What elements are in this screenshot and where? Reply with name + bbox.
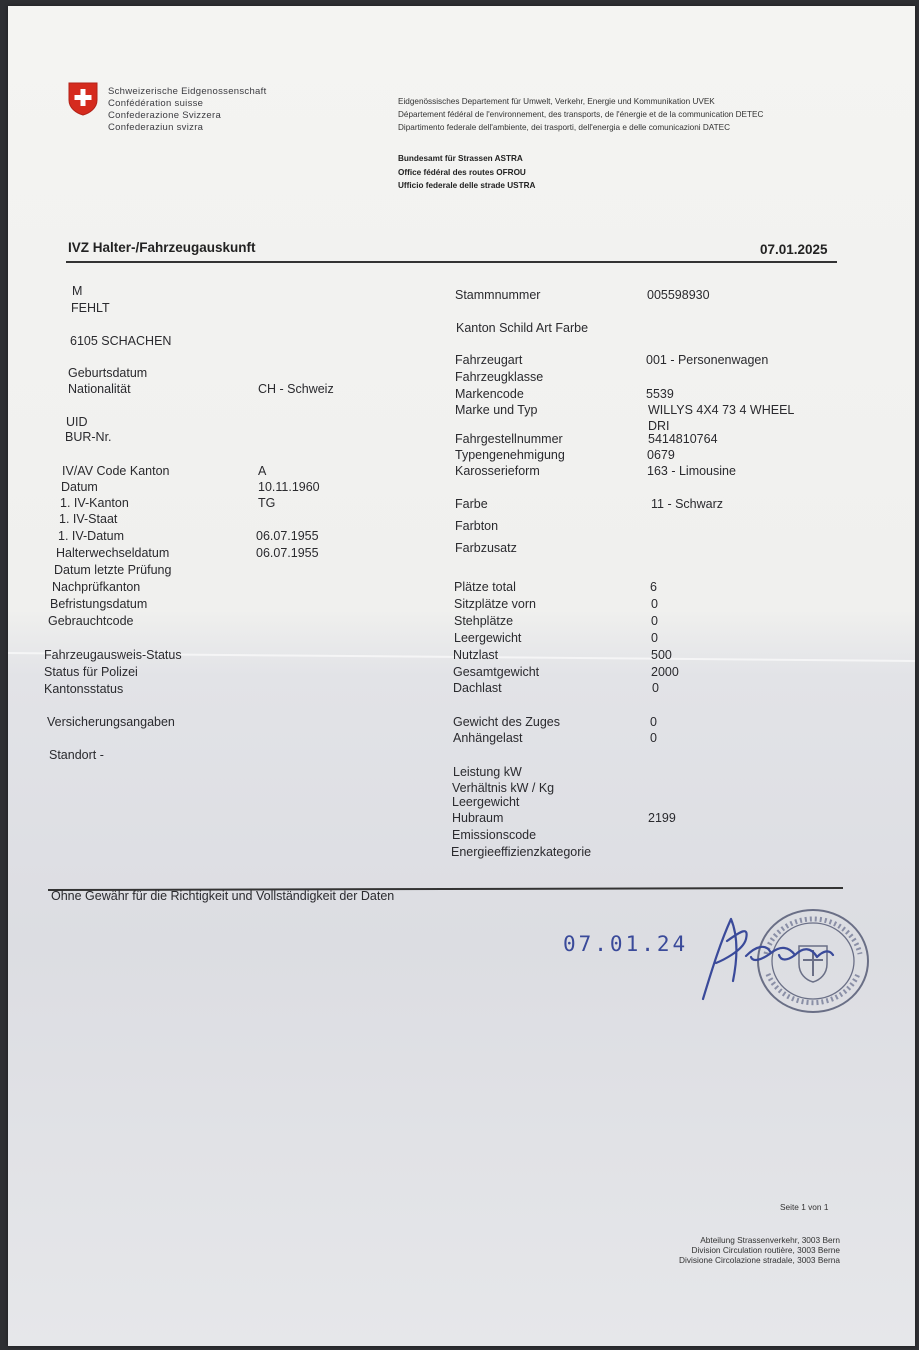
field-value: TG xyxy=(258,496,276,510)
field-label: Farbzusatz xyxy=(455,541,517,555)
field-label: Fahrzeugklasse xyxy=(455,370,544,384)
department-de: Eidgenössisches Departement für Umwelt, Verkehr, Energie und Kommunikation UVEK xyxy=(398,97,715,106)
field-label: Markencode xyxy=(455,387,524,401)
field-label: Befristungsdatum xyxy=(50,597,148,611)
field-label: Stehplätze xyxy=(454,614,514,628)
field-label: Leergewicht xyxy=(452,795,520,809)
swiss-crest-icon xyxy=(68,82,98,116)
field-label: Standort - xyxy=(49,748,104,762)
field-label: Marke und Typ xyxy=(455,403,538,417)
field-label: Geburtsdatum xyxy=(68,366,148,380)
field-label: Leergewicht xyxy=(454,631,522,645)
field-value: A xyxy=(258,464,267,478)
field-label: Leistung kW xyxy=(453,765,522,779)
page-number: Seite 1 von 1 xyxy=(780,1202,829,1212)
footer-de: Abteilung Strassenverkehr, 3003 Bern xyxy=(700,1235,840,1245)
footer-it: Divisione Circolazione stradale, 3003 Berna xyxy=(679,1255,840,1265)
field-label: 1. IV-Kanton xyxy=(60,496,129,510)
field-label: Gewicht des Zuges xyxy=(453,715,560,729)
field-label: Gesamtgewicht xyxy=(453,665,540,679)
field-value: 11 - Schwarz xyxy=(651,497,724,511)
field-label: Fahrgestellnummer xyxy=(455,432,563,446)
field-label: Typengenehmigung xyxy=(455,448,565,462)
field-label: Status für Polizei xyxy=(44,665,138,679)
field-value: 0 xyxy=(650,731,657,745)
field-label: Hubraum xyxy=(452,811,504,825)
holder-line-1: M xyxy=(72,284,83,298)
field-label: Sitzplätze vorn xyxy=(454,597,536,611)
field-value: 0 xyxy=(651,614,658,628)
confederation-it: Confederazione Svizzera xyxy=(108,110,222,121)
department-fr: Département fédéral de l'environnement, des transports, de l'énergie et de la communication DETEC xyxy=(398,110,764,119)
confederation-de: Schweizerische Eidgenossenschaft xyxy=(108,86,267,97)
field-value: DRI xyxy=(648,419,670,433)
confederation-fr: Confédération suisse xyxy=(108,98,204,109)
field-value: 10.11.1960 xyxy=(258,480,320,494)
field-label: Emissionscode xyxy=(452,828,537,842)
field-label: Energieeffizienzkategorie xyxy=(451,845,592,859)
field-label: Dachlast xyxy=(453,681,502,695)
department-it: Dipartimento federale dell'ambiente, dei trasporti, dell'energia e delle comunicazioni DATEC xyxy=(398,123,731,132)
department-names xyxy=(398,95,763,134)
disclaimer: Ohne Gewähr für die Richtigkeit und Vollständigkeit der Daten xyxy=(51,889,395,903)
office-de: Bundesamt für Strassen ASTRA xyxy=(398,154,523,163)
field-label: Plätze total xyxy=(454,580,516,594)
field-value: WILLYS 4X4 73 4 WHEEL xyxy=(648,403,795,417)
field-value: 0 xyxy=(650,715,657,729)
office-it: Ufficio federale delle strade USTRA xyxy=(398,181,536,190)
field-label: 1. IV-Datum xyxy=(58,529,124,543)
field-label: 1. IV-Staat xyxy=(59,512,118,526)
holder-line-2: FEHLT xyxy=(71,301,110,315)
field-label: UID xyxy=(66,415,88,429)
field-value: 001 - Personenwagen xyxy=(646,353,769,367)
handwritten-date: 07.01.24 xyxy=(563,932,689,956)
field-label: Farbton xyxy=(455,519,499,533)
field-label: IV/AV Code Kanton xyxy=(62,464,170,478)
office-fr: Office fédéral des routes OFROU xyxy=(398,167,526,177)
holder-address: 6105 SCHACHEN xyxy=(70,334,172,348)
field-label: Nutzlast xyxy=(453,648,499,662)
field-label: Stammnummer xyxy=(455,288,541,302)
document-sheet xyxy=(8,6,915,1346)
field-label: Fahrzeugausweis-Status xyxy=(44,648,182,662)
field-label: Datum letzte Prüfung xyxy=(54,563,172,577)
title-rule xyxy=(66,261,837,263)
signature-icon xyxy=(691,911,841,1006)
field-label: Nachprüfkanton xyxy=(52,580,141,594)
field-label: Fahrzeugart xyxy=(455,353,523,367)
office-names xyxy=(398,152,535,193)
confederation-names xyxy=(108,86,267,134)
field-label: Karosserieform xyxy=(455,464,540,478)
field-value: 2000 xyxy=(651,665,679,679)
field-value: 06.07.1955 xyxy=(256,529,319,543)
field-value: 0 xyxy=(652,681,659,695)
field-value: 0679 xyxy=(647,448,675,462)
field-value: 005598930 xyxy=(647,288,710,302)
footer-address xyxy=(608,1235,840,1265)
field-value: 06.07.1955 xyxy=(256,546,319,560)
field-label: Farbe xyxy=(455,497,488,511)
field-value: 163 - Limousine xyxy=(647,464,736,478)
field-label: Halterwechseldatum xyxy=(56,546,170,560)
field-value: 2199 xyxy=(648,811,676,825)
field-label: Kanton Schild Art Farbe xyxy=(456,321,589,335)
field-label: Datum xyxy=(61,480,98,494)
field-value: 6 xyxy=(650,580,657,594)
document-date: 07.01.2025 xyxy=(760,242,828,257)
field-value: 5539 xyxy=(646,387,674,401)
field-label: BUR-Nr. xyxy=(65,430,112,444)
field-value: 0 xyxy=(651,631,658,645)
document-title: IVZ Halter-/Fahrzeugauskunft xyxy=(68,240,256,255)
field-label: Kantonsstatus xyxy=(44,682,124,696)
confederation-rm: Confederaziun svizra xyxy=(108,122,204,133)
field-value: 5414810764 xyxy=(648,432,718,446)
field-label: Anhängelast xyxy=(453,731,523,745)
field-label: Versicherungsangaben xyxy=(47,715,175,729)
field-value: 500 xyxy=(651,648,672,662)
field-label: Nationalität xyxy=(68,382,131,396)
field-value: 0 xyxy=(651,597,658,611)
field-label: Verhältnis kW / Kg xyxy=(452,781,555,795)
field-value: CH - Schweiz xyxy=(258,382,334,396)
field-label: Gebrauchtcode xyxy=(48,614,134,628)
footer-fr: Division Circulation routière, 3003 Berne xyxy=(691,1245,840,1255)
